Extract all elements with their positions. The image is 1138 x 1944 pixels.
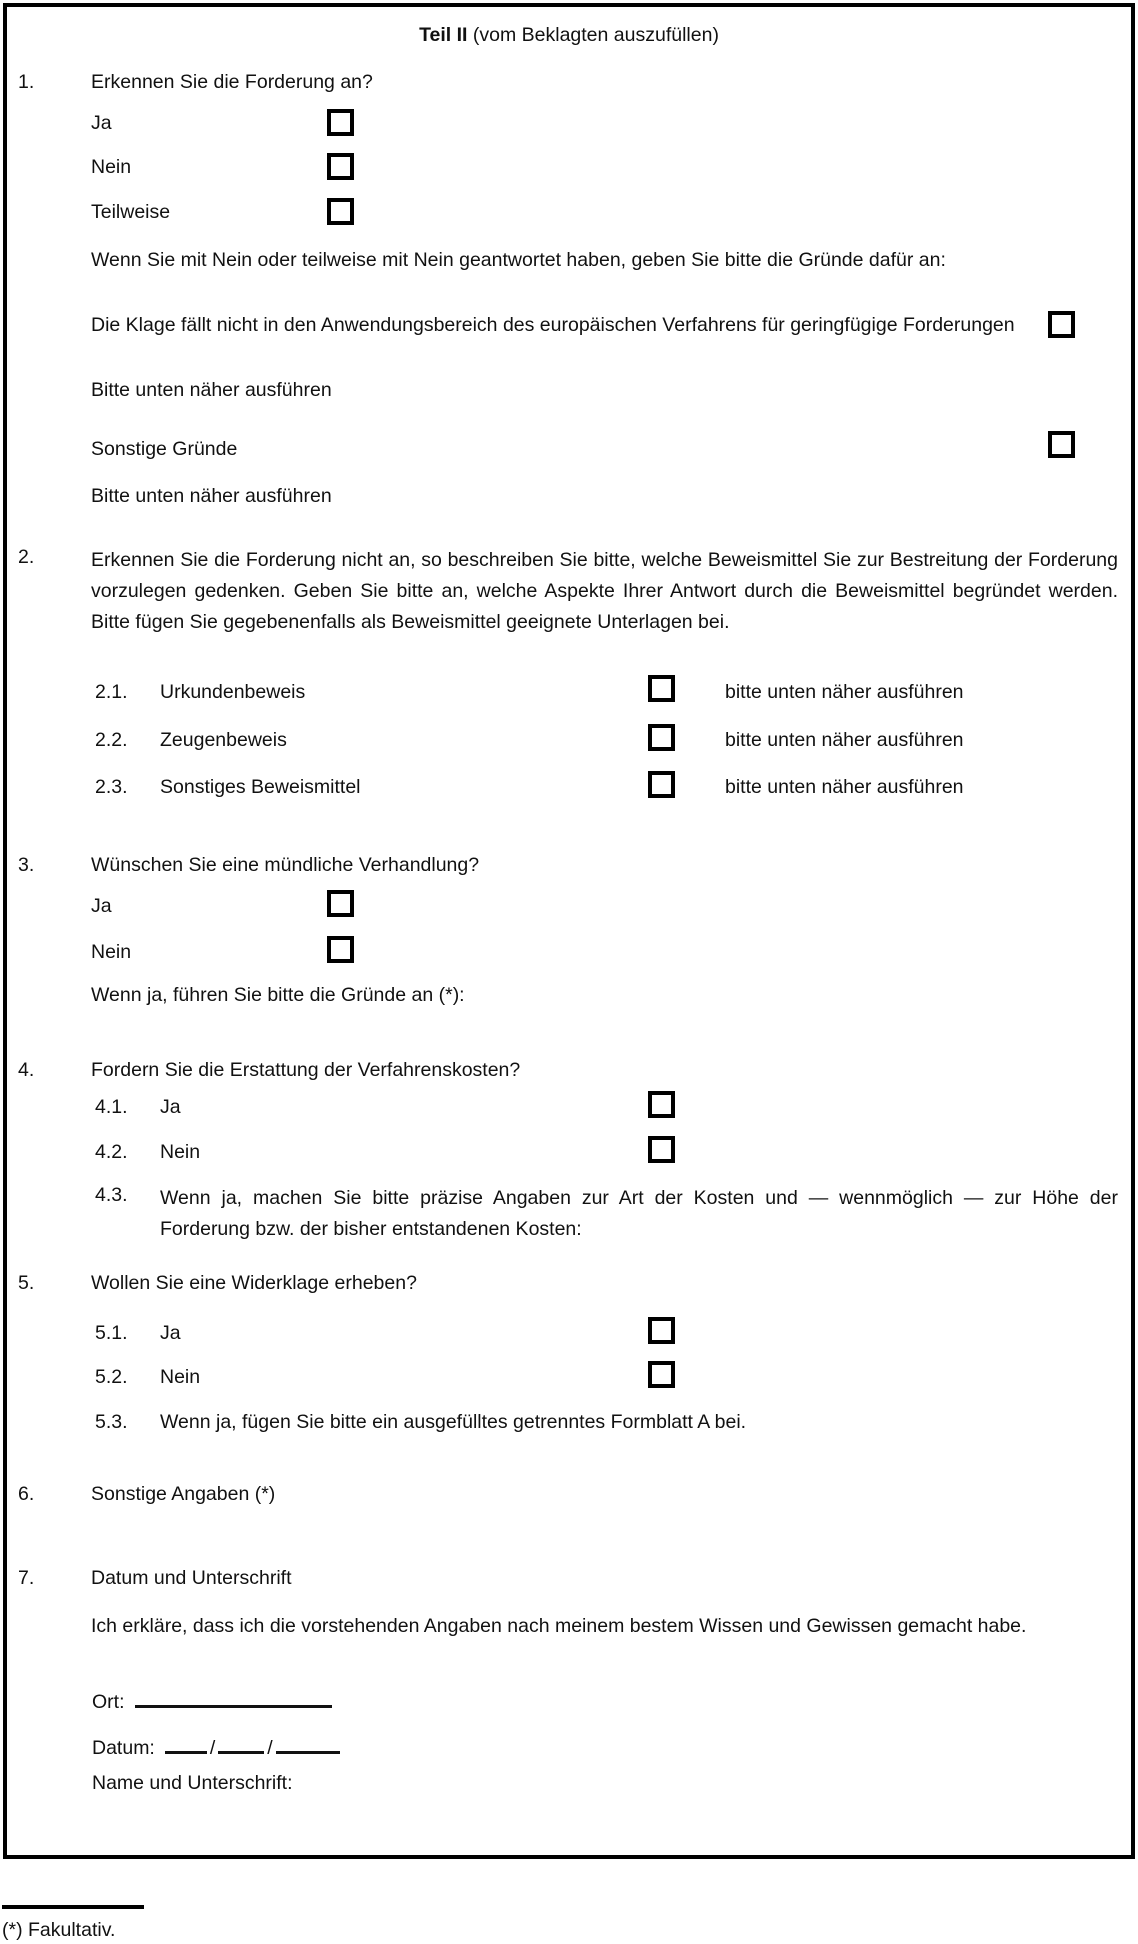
item-2-2-hint: bitte unten näher ausführen: [725, 729, 964, 751]
item-2-3-number: 2.3.: [95, 776, 128, 798]
page-title-rest: (vom Beklagten auszufüllen): [467, 24, 719, 46]
checkbox-5-2-nein[interactable]: [648, 1361, 675, 1388]
ort-row: [92, 1685, 332, 1714]
item-5-1-label: Ja: [160, 1322, 181, 1344]
section-1-number: 1.: [18, 71, 35, 93]
reason-scope-label: Die Klage fällt nicht in den Anwendungsbereich des europäischen Verfahrens für geringfügige Forderungen: [91, 314, 1015, 336]
ort-field[interactable]: [135, 1685, 332, 1708]
checkbox-2-3[interactable]: [648, 771, 675, 798]
page-title-bold: Teil II: [419, 24, 468, 46]
item-4-1-label: Ja: [160, 1096, 181, 1118]
checkbox-3-ja[interactable]: [327, 890, 354, 917]
checkbox-2-2[interactable]: [648, 724, 675, 751]
section-3-question: Wünschen Sie eine mündliche Verhandlung?: [91, 854, 480, 876]
section-6-number: 6.: [18, 1483, 35, 1505]
checkbox-1-reason-scope[interactable]: [1048, 311, 1075, 338]
declaration-text: Ich erkläre, dass ich die vorstehenden Angaben nach meinem bestem Wissen und Gewissen gemacht habe.: [91, 1615, 1027, 1637]
section-3-note: Wenn ja, führen Sie bitte die Gründe an (*):: [91, 984, 465, 1006]
option-1-nein-label: Nein: [91, 156, 132, 178]
item-5-2-label: Nein: [160, 1366, 201, 1388]
checkbox-1-nein[interactable]: [327, 153, 354, 180]
option-3-ja-label: Ja: [91, 895, 112, 917]
item-4-2-number: 4.2.: [95, 1141, 128, 1163]
name-signature-label: Name und Unterschrift:: [92, 1772, 293, 1794]
option-3-nein-label: Nein: [91, 941, 132, 963]
item-4-3-text: Wenn ja, machen Sie bitte präzise Angaben zur Art der Kosten und — wennmöglich — zur Höhe der Forderung bzw. der bisher entstandenen Kosten:: [160, 1187, 1118, 1240]
item-2-2-number: 2.2.: [95, 729, 128, 751]
reason-other-hint: Bitte unten näher ausführen: [91, 485, 332, 507]
section-4-question: Fordern Sie die Erstattung der Verfahrenskosten?: [91, 1059, 521, 1081]
checkbox-3-nein[interactable]: [327, 936, 354, 963]
item-4-3-number: 4.3.: [95, 1184, 128, 1206]
datum-slash-1: /: [209, 1737, 216, 1759]
checkbox-2-1[interactable]: [648, 675, 675, 702]
section-1-note: Wenn Sie mit Nein oder teilweise mit Nein geantwortet haben, geben Sie bitte die Gründe dafür an:: [91, 249, 946, 271]
item-5-3-number: 5.3.: [95, 1411, 128, 1433]
datum-day-field[interactable]: [165, 1731, 207, 1754]
item-2-1-label: Urkundenbeweis: [160, 681, 306, 703]
datum-year-field[interactable]: [276, 1731, 340, 1754]
section-5-number: 5.: [18, 1272, 35, 1294]
item-4-2-label: Nein: [160, 1141, 201, 1163]
reason-other-label: Sonstige Gründe: [91, 438, 238, 460]
section-3-number: 3.: [18, 854, 35, 876]
page-title: [0, 22, 1138, 48]
datum-slash-2: /: [267, 1737, 273, 1759]
footnote-divider: [2, 1905, 144, 1909]
item-2-1-number: 2.1.: [95, 681, 128, 703]
item-2-3-hint: bitte unten näher ausführen: [725, 776, 964, 798]
section-2-text: Erkennen Sie die Forderung nicht an, so beschreiben Sie bitte, welche Beweismittel Sie zur Bestreitung der Forderung vorzulegen gedenken. Geben Sie bitte an, welche Aspekte Ihrer Antwort durch die Beweismittel begründet werden. Bitte fügen Sie gegebenenfalls als Beweismittel geeignete Unterlagen bei.: [91, 549, 1118, 633]
item-5-2-number: 5.2.: [95, 1366, 128, 1388]
checkbox-1-teilweise[interactable]: [327, 198, 354, 225]
item-4-1-number: 4.1.: [95, 1096, 128, 1118]
item-2-3-label: Sonstiges Beweismittel: [160, 776, 361, 798]
item-5-3-text: Wenn ja, fügen Sie bitte ein ausgefülltes getrenntes Formblatt A bei.: [160, 1411, 747, 1433]
section-1-question: Erkennen Sie die Forderung an?: [91, 71, 373, 93]
checkbox-4-1-ja[interactable]: [648, 1091, 675, 1118]
item-5-1-number: 5.1.: [95, 1322, 128, 1344]
section-7-question: Datum und Unterschrift: [91, 1567, 292, 1589]
datum-month-field[interactable]: [218, 1731, 264, 1754]
checkbox-1-ja[interactable]: [327, 109, 354, 136]
section-4-number: 4.: [18, 1059, 35, 1081]
option-1-teilweise-label: Teilweise: [91, 201, 171, 223]
section-2-number: 2.: [18, 546, 35, 568]
datum-row: [92, 1731, 340, 1760]
option-1-ja-label: Ja: [91, 112, 112, 134]
checkbox-4-2-nein[interactable]: [648, 1136, 675, 1163]
datum-label: Datum:: [92, 1737, 155, 1759]
section-7-number: 7.: [18, 1567, 35, 1589]
section-5-question: Wollen Sie eine Widerklage erheben?: [91, 1272, 417, 1294]
item-2-1-hint: bitte unten näher ausführen: [725, 681, 964, 703]
footnote-text: (*) Fakultativ.: [2, 1919, 116, 1941]
reason-scope-hint: Bitte unten näher ausführen: [91, 379, 332, 401]
item-2-2-label: Zeugenbeweis: [160, 729, 287, 751]
checkbox-5-1-ja[interactable]: [648, 1317, 675, 1344]
ort-label: Ort:: [92, 1691, 125, 1713]
checkbox-1-reason-other[interactable]: [1048, 431, 1075, 458]
section-6-question: Sonstige Angaben (*): [91, 1483, 276, 1505]
